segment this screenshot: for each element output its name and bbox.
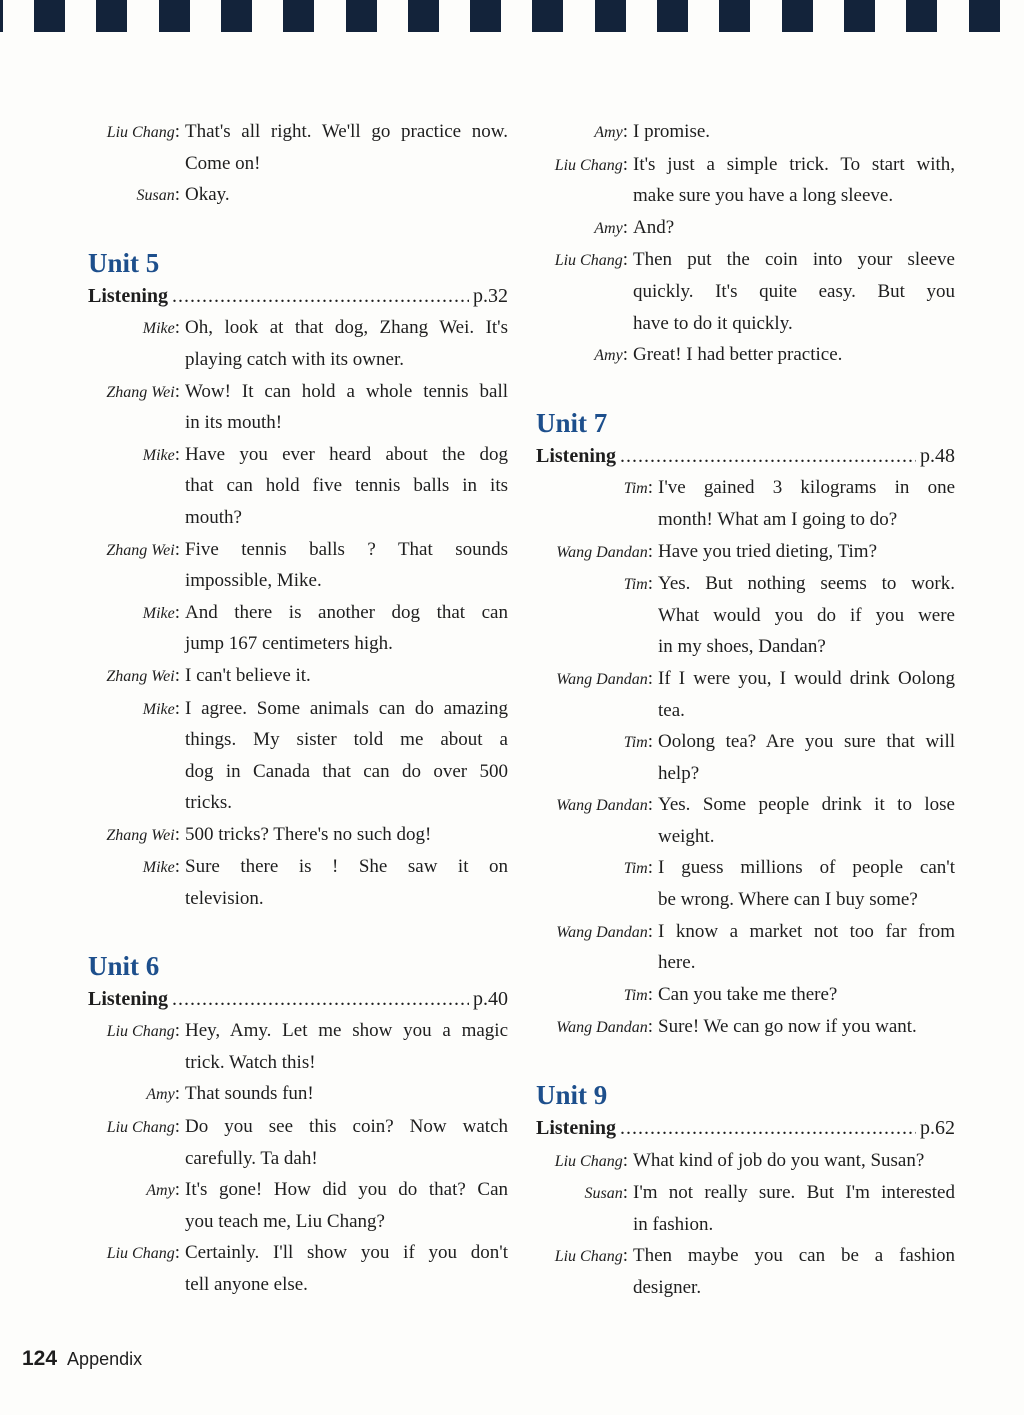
dialogue-turn — [536, 1011, 955, 1044]
colon: : — [622, 153, 628, 175]
speaker-label — [88, 1015, 185, 1078]
utterance — [658, 979, 955, 1012]
utterance — [658, 1011, 955, 1044]
utterance-line: 500 tricks? There's no such dog! — [185, 823, 432, 845]
speaker-name: Tim — [623, 576, 648, 594]
utterance-line: If I were you, I would drink Oolong — [658, 667, 955, 689]
utterance — [658, 472, 955, 535]
stripe — [408, 0, 439, 32]
dialogue-turn — [88, 534, 508, 597]
utterance-line: Five tennis balls ? That sounds — [185, 538, 508, 560]
utterance — [658, 726, 955, 789]
speaker-name: Susan — [584, 1185, 623, 1203]
utterance — [185, 1078, 508, 1111]
dialogue-turn — [88, 660, 508, 693]
speaker-name: Liu Chang — [554, 1152, 623, 1170]
utterance — [185, 1111, 508, 1174]
utterance-line: I guess millions of people can't — [658, 857, 955, 879]
dialogue-turn — [536, 1145, 955, 1178]
dialogue-turn — [536, 663, 955, 726]
utterance-line: mouth? — [185, 506, 242, 528]
utterance-line: Oh, look at that dog, Zhang Wei. It's — [185, 317, 508, 339]
stripe — [532, 0, 563, 32]
utterance-line: Have you tried dieting, Tim? — [658, 540, 878, 562]
colon: : — [622, 1149, 628, 1171]
utterance-line: tell anyone else. — [185, 1274, 308, 1295]
decorative-stripe-border — [0, 0, 1024, 32]
speaker-label — [536, 212, 633, 245]
speaker-label — [536, 149, 633, 212]
utterance-line: in its mouth! — [185, 412, 283, 434]
utterance — [658, 536, 955, 569]
speaker-name: Wang Dandan — [556, 670, 648, 688]
colon: : — [174, 601, 180, 623]
dialogue-turn — [88, 1015, 508, 1078]
dialogue-turn — [536, 852, 955, 915]
page-reference: p.62 — [920, 1117, 955, 1140]
utterance-line: have to do it quickly. — [633, 312, 793, 334]
utterance-line: Then put the coin into your sleeve — [633, 249, 955, 271]
speaker-name: Liu Chang — [554, 1248, 623, 1266]
speaker-name: Mike — [142, 604, 175, 622]
utterance-line: weight. — [658, 825, 715, 847]
dialogue-turn — [88, 1111, 508, 1174]
section — [88, 116, 508, 212]
page-reference: p.32 — [473, 284, 508, 307]
speaker-label — [88, 534, 185, 597]
speaker-name: Tim — [623, 860, 648, 878]
utterance — [633, 116, 955, 149]
dialogue-turn — [536, 116, 955, 149]
speaker-name: Amy — [146, 1086, 175, 1104]
utterance — [185, 1237, 508, 1300]
colon: : — [174, 1116, 180, 1138]
dialogue-turn — [536, 1177, 955, 1240]
colon: : — [647, 857, 653, 879]
utterance-line: in my shoes, Dandan? — [658, 636, 826, 658]
section — [536, 407, 955, 1044]
utterance-line: carefully. Ta dah! — [185, 1147, 318, 1169]
listening-label: Listening — [88, 987, 169, 1010]
utterance-line: jump 167 centimeters high. — [185, 633, 393, 655]
utterance-line: Yes. But nothing seems to work. — [658, 573, 955, 595]
listening-label: Listening — [88, 284, 169, 307]
dialogue-turn — [536, 149, 955, 212]
unit-heading: Unit 9 — [536, 1080, 608, 1111]
speaker-label — [536, 916, 658, 979]
speaker-name: Mike — [142, 320, 175, 338]
speaker-label — [536, 536, 658, 569]
section — [536, 116, 955, 372]
stripe — [96, 0, 127, 32]
utterance-line: here. — [658, 952, 696, 974]
dialogue-turn — [536, 789, 955, 852]
stripe — [159, 0, 190, 32]
utterance — [633, 1145, 955, 1178]
utterance — [185, 693, 508, 819]
utterance — [185, 851, 508, 914]
utterance-line: Okay. — [185, 184, 230, 206]
utterance — [185, 534, 508, 597]
dialogue-turn — [88, 376, 508, 439]
speaker-label — [88, 1078, 185, 1111]
dialogue-turn — [536, 244, 955, 339]
unit-heading: Unit 6 — [88, 950, 160, 981]
utterance-line: And there is another dog that can — [185, 601, 508, 623]
speaker-label — [536, 568, 658, 663]
listening-header — [88, 984, 508, 1016]
speaker-label — [88, 116, 185, 179]
utterance-line: That sounds fun! — [185, 1083, 314, 1105]
utterance-line: Sure there is ! She saw it on — [185, 856, 508, 878]
speaker-name: Liu Chang — [106, 1119, 175, 1137]
speaker-label — [88, 597, 185, 660]
stripe — [346, 0, 377, 32]
section — [536, 1079, 955, 1304]
dialogue-turn — [536, 1240, 955, 1303]
speaker-name: Tim — [623, 480, 648, 498]
dialogue-turn — [536, 472, 955, 535]
colon: : — [174, 1083, 180, 1105]
colon: : — [174, 1179, 180, 1201]
dot-leader — [172, 984, 469, 1016]
dialogue-turn — [536, 726, 955, 789]
speaker-name: Tim — [623, 734, 648, 752]
colon: : — [647, 477, 653, 499]
dialogue-turn — [88, 1237, 508, 1300]
utterance — [633, 1240, 955, 1303]
listening-header — [88, 281, 508, 313]
dialogue-turn — [88, 1078, 508, 1111]
stripe — [719, 0, 750, 32]
page-reference: p.48 — [920, 444, 955, 467]
listening-label: Listening — [536, 444, 617, 467]
dialogue-turn — [536, 916, 955, 979]
stripe — [969, 0, 1000, 32]
utterance-line: What would you do if you were — [658, 604, 955, 626]
stripe — [0, 0, 3, 32]
speaker-name: Liu Chang — [106, 1023, 175, 1041]
colon: : — [174, 1020, 180, 1042]
dialogue-turn — [536, 212, 955, 245]
stripe — [221, 0, 252, 32]
utterance-line: things. My sister told me about a — [185, 729, 508, 751]
speaker-name: Amy — [594, 347, 623, 365]
utterance — [658, 789, 955, 852]
utterance — [185, 597, 508, 660]
listening-header — [536, 441, 955, 473]
speaker-label — [536, 852, 658, 915]
colon: : — [174, 823, 180, 845]
utterance-line: that can hold five tennis balls in its — [185, 475, 508, 497]
utterance-line: Do you see this coin? Now watch — [185, 1116, 508, 1138]
utterance — [185, 439, 508, 534]
speaker-label — [536, 116, 633, 149]
utterance-line: And? — [633, 216, 675, 238]
colon: : — [622, 249, 628, 271]
colon: : — [174, 538, 180, 560]
colon: : — [647, 1016, 653, 1038]
utterance-line: Certainly. I'll show you if you don't — [185, 1242, 508, 1264]
utterance-line: Then maybe you can be a fashion — [633, 1245, 955, 1267]
speaker-label — [536, 1240, 633, 1303]
utterance — [633, 244, 955, 339]
utterance-line: Wow! It can hold a whole tennis ball — [185, 380, 508, 402]
speaker-name: Amy — [594, 124, 623, 141]
right-column — [536, 116, 955, 1339]
speaker-label — [536, 472, 658, 535]
speaker-name: Wang Dandan — [556, 543, 648, 561]
utterance-line: designer. — [633, 1277, 702, 1298]
dialogue-turn — [536, 979, 955, 1012]
utterance-line: tricks. — [185, 792, 232, 814]
dialogue-turn — [88, 179, 508, 212]
utterance-line: It's gone! How did you do that? Can — [185, 1179, 508, 1201]
utterance-line: playing catch with its owner. — [185, 348, 404, 370]
utterance-line: I can't believe it. — [185, 664, 311, 686]
utterance-line: It's just a simple trick. To start with, — [633, 153, 955, 175]
dialogue-turn — [88, 851, 508, 914]
speaker-label — [88, 693, 185, 819]
colon: : — [622, 344, 628, 366]
colon: : — [647, 983, 653, 1005]
footer-section-label: Appendix — [67, 1349, 143, 1369]
dialogue-turn — [536, 536, 955, 569]
colon: : — [174, 856, 180, 878]
utterance-line: I promise. — [633, 121, 711, 142]
dialogue-turn — [88, 312, 508, 375]
dot-leader — [620, 1113, 916, 1145]
section — [88, 247, 508, 915]
speaker-label — [88, 1174, 185, 1237]
left-column — [88, 116, 508, 1336]
speaker-name: Wang Dandan — [556, 797, 648, 815]
utterance-line: Can you take me there? — [658, 983, 838, 1005]
utterance — [658, 568, 955, 663]
utterance-line: I'm not really sure. But I'm interested — [633, 1182, 955, 1204]
utterance — [633, 149, 955, 212]
page-reference: p.40 — [473, 987, 508, 1010]
speaker-name: Mike — [142, 446, 175, 464]
stripe — [595, 0, 626, 32]
speaker-name: Amy — [594, 219, 623, 237]
utterance-line: help? — [658, 762, 700, 784]
utterance-line: I know a market not too far from — [658, 920, 955, 942]
dot-leader — [172, 281, 469, 313]
utterance-line: television. — [185, 888, 264, 910]
utterance-line: make sure you have a long sleeve. — [633, 185, 894, 207]
speaker-name: Wang Dandan — [556, 1019, 648, 1037]
utterance-line: That's all right. We'll go practice now. — [185, 121, 508, 142]
utterance — [185, 660, 508, 693]
dialogue-turn — [88, 439, 508, 534]
utterance-line: tea. — [658, 699, 685, 721]
utterance — [633, 339, 955, 372]
speaker-label — [536, 663, 658, 726]
dialogue-turn — [88, 597, 508, 660]
stripe — [906, 0, 937, 32]
page-footer — [22, 1347, 142, 1371]
speaker-name: Amy — [146, 1182, 175, 1200]
page-number: 124 — [22, 1347, 58, 1370]
speaker-name: Zhang Wei — [106, 667, 175, 685]
speaker-label — [88, 1237, 185, 1300]
dialogue-turn — [88, 819, 508, 852]
speaker-name: Mike — [142, 859, 175, 877]
speaker-label — [88, 660, 185, 693]
colon: : — [647, 667, 653, 689]
utterance — [658, 916, 955, 979]
utterance-line: impossible, Mike. — [185, 570, 322, 592]
colon: : — [647, 731, 653, 753]
colon: : — [647, 794, 653, 816]
unit-heading: Unit 7 — [536, 407, 608, 438]
stripe — [470, 0, 501, 32]
stripe — [844, 0, 875, 32]
listening-label: Listening — [536, 1117, 617, 1140]
speaker-label — [536, 1177, 633, 1240]
utterance — [185, 116, 508, 179]
stripe — [782, 0, 813, 32]
speaker-label — [88, 819, 185, 852]
dialogue-turn — [88, 116, 508, 179]
dialogue-turn — [88, 1174, 508, 1237]
dialogue-turn — [88, 693, 508, 819]
speaker-label — [88, 1111, 185, 1174]
speaker-label — [88, 376, 185, 439]
colon: : — [622, 216, 628, 238]
utterance-line: dog in Canada that can do over 500 — [185, 760, 508, 782]
utterance-line: quickly. It's quite easy. But you — [633, 280, 955, 302]
speaker-name: Susan — [136, 187, 175, 205]
utterance — [658, 852, 955, 915]
speaker-label — [536, 726, 658, 789]
speaker-label — [536, 339, 633, 372]
speaker-name: Liu Chang — [554, 252, 623, 270]
utterance-line: What kind of job do you want, Susan? — [633, 1149, 925, 1171]
speaker-label — [536, 789, 658, 852]
utterance-line: trick. Watch this! — [185, 1051, 316, 1073]
speaker-name: Zhang Wei — [106, 383, 175, 401]
dialogue-turn — [536, 339, 955, 372]
speaker-name: Zhang Wei — [106, 541, 175, 559]
utterance — [185, 376, 508, 439]
utterance-line: month! What am I going to do? — [658, 508, 898, 530]
colon: : — [622, 1182, 628, 1204]
colon: : — [647, 920, 653, 942]
utterance-line: Hey, Amy. Let me show you a magic — [185, 1020, 508, 1042]
stripe — [34, 0, 65, 32]
stripe — [657, 0, 688, 32]
colon: : — [174, 317, 180, 339]
speaker-label — [88, 179, 185, 212]
utterance-line: you teach me, Liu Chang? — [185, 1210, 385, 1232]
utterance — [633, 212, 955, 245]
speaker-label — [88, 312, 185, 375]
colon: : — [174, 697, 180, 719]
speaker-name: Zhang Wei — [106, 826, 175, 844]
utterance-line: I've gained 3 kilograms in one — [658, 477, 955, 499]
speaker-label — [536, 979, 658, 1012]
colon: : — [174, 443, 180, 465]
speaker-name: Liu Chang — [106, 1245, 175, 1263]
utterance-line: I agree. Some animals can do amazing — [185, 697, 508, 719]
utterance-line: Have you ever heard about the dog — [185, 443, 508, 465]
dialogue-turn — [536, 568, 955, 663]
utterance-line: Great! I had better practice. — [633, 344, 843, 366]
utterance-line: Come on! — [185, 152, 261, 174]
colon: : — [622, 121, 628, 142]
utterance — [185, 1015, 508, 1078]
utterance-line: Oolong tea? Are you sure that will — [658, 731, 955, 753]
utterance — [658, 663, 955, 726]
colon: : — [174, 184, 180, 206]
colon: : — [647, 540, 653, 562]
colon: : — [174, 121, 180, 142]
colon: : — [622, 1245, 628, 1267]
speaker-name: Tim — [623, 986, 648, 1004]
utterance — [185, 312, 508, 375]
speaker-name: Mike — [142, 700, 175, 718]
speaker-label — [536, 1145, 633, 1178]
utterance — [185, 819, 508, 852]
colon: : — [647, 573, 653, 595]
speaker-label — [536, 244, 633, 339]
speaker-name: Liu Chang — [554, 156, 623, 174]
utterance-line: in fashion. — [633, 1213, 714, 1235]
section — [88, 950, 508, 1301]
speaker-name: Wang Dandan — [556, 923, 648, 941]
utterance — [185, 179, 508, 212]
utterance-line: be wrong. Where can I buy some? — [658, 889, 918, 911]
unit-heading: Unit 5 — [88, 247, 160, 278]
utterance-line: Sure! We can go now if you want. — [658, 1016, 917, 1038]
speaker-label — [88, 439, 185, 534]
utterance-line: Yes. Some people drink it to lose — [658, 794, 955, 816]
speaker-label — [536, 1011, 658, 1044]
dot-leader — [620, 441, 916, 473]
stripe — [283, 0, 314, 32]
utterance — [633, 1177, 955, 1240]
colon: : — [174, 380, 180, 402]
listening-header — [536, 1113, 955, 1145]
colon: : — [174, 664, 180, 686]
colon: : — [174, 1242, 180, 1264]
utterance — [185, 1174, 508, 1237]
speaker-label — [88, 851, 185, 914]
speaker-name: Liu Chang — [106, 124, 175, 141]
